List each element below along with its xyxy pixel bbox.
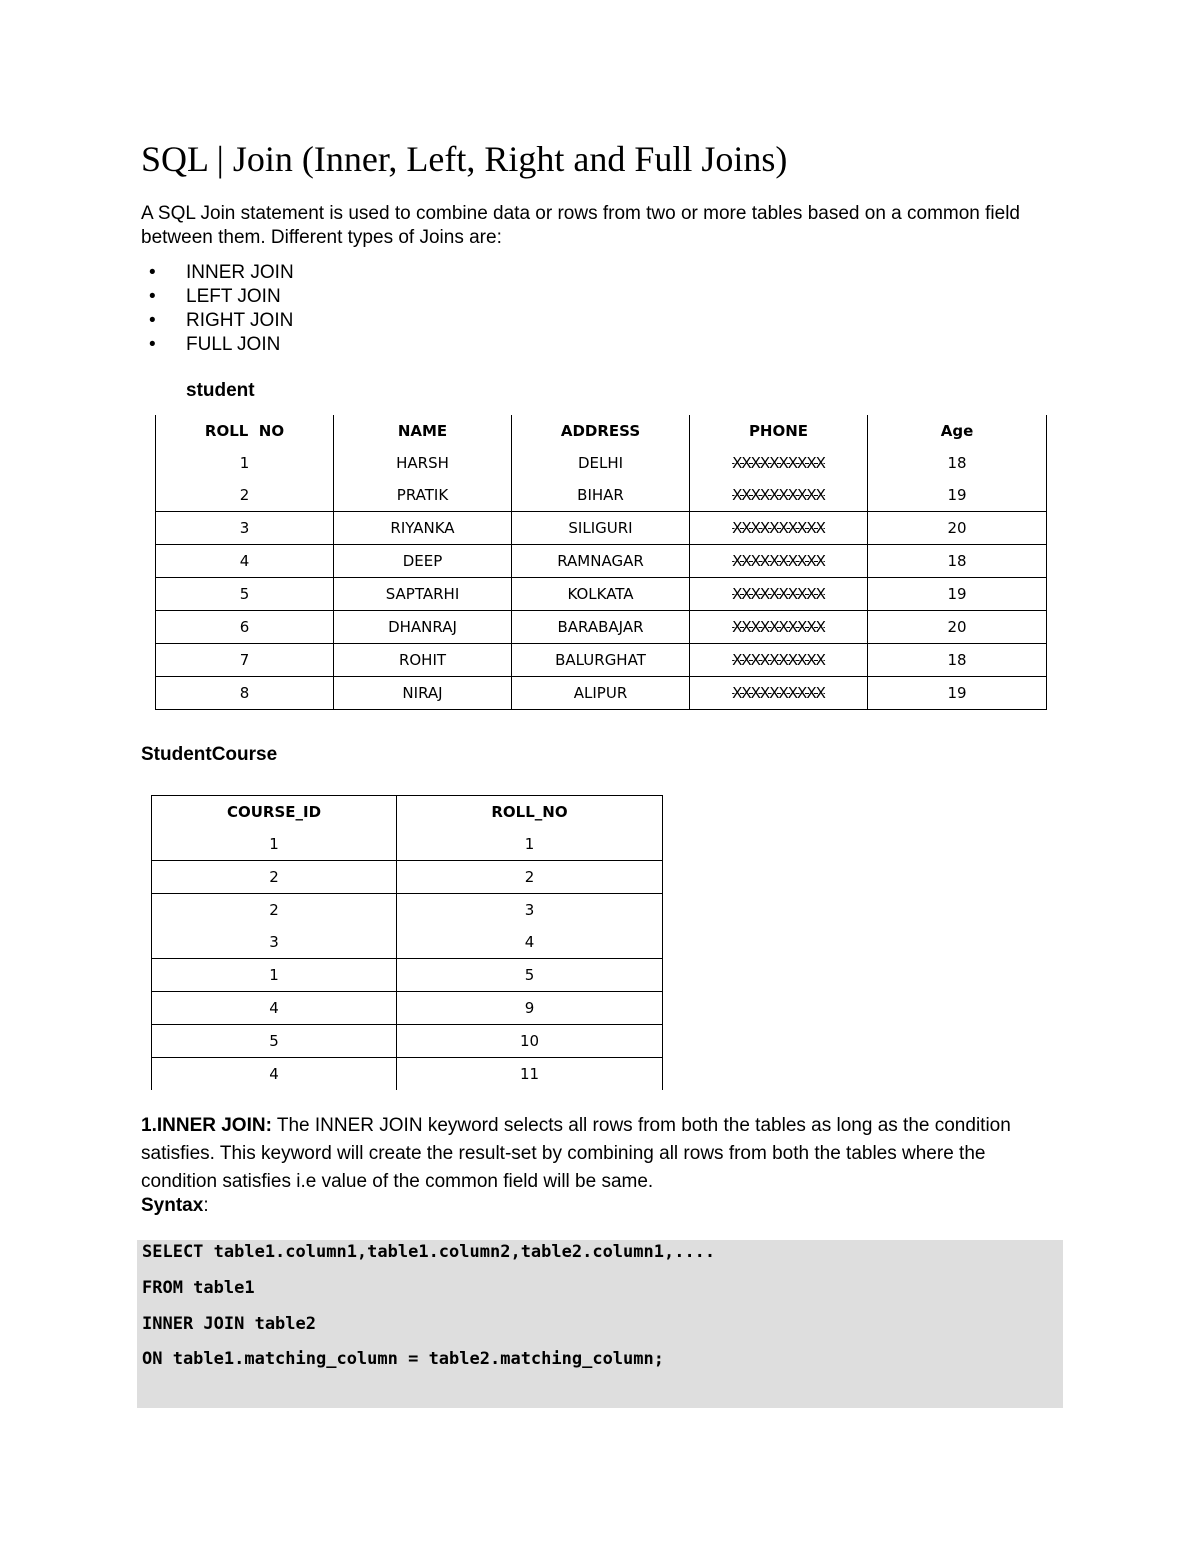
table-cell: 5 — [152, 1025, 397, 1058]
table-cell: 18 — [868, 644, 1047, 677]
table-cell: DEEP — [334, 545, 512, 578]
table-row — [152, 926, 663, 959]
student-table — [155, 415, 1047, 710]
table-row — [156, 479, 1047, 512]
inner-join-heading: 1.INNER JOIN: — [141, 1115, 272, 1136]
join-type-label: RIGHT JOIN — [186, 310, 294, 331]
table-cell: ROHIT — [334, 644, 512, 677]
table-cell: 10 — [397, 1025, 663, 1058]
table-cell: 2 — [397, 861, 663, 894]
table-cell: 2 — [152, 861, 397, 894]
table-cell: 4 — [152, 992, 397, 1025]
column-header: ROLL NO — [156, 415, 334, 447]
table-cell: DELHI — [512, 447, 690, 479]
table-cell: 2 — [152, 894, 397, 927]
syntax-label-text: Syntax — [141, 1195, 204, 1216]
table-cell: 18 — [868, 447, 1047, 479]
table-cell: 1 — [156, 447, 334, 479]
table-cell: 6 — [156, 611, 334, 644]
intro-paragraph: A SQL Join statement is used to combine data or rows from two or more tables based on a common field between them. Different types of Joins are: — [141, 203, 1021, 248]
join-type-label: LEFT JOIN — [186, 286, 281, 307]
table-row — [156, 545, 1047, 578]
table-cell: XXXXXXXXXX — [690, 644, 868, 677]
table-cell: 5 — [397, 959, 663, 992]
table-cell: SAPTARHI — [334, 578, 512, 611]
table-row — [152, 992, 663, 1025]
table-cell: 4 — [397, 926, 663, 959]
table-cell: 1 — [152, 959, 397, 992]
table-cell: 3 — [156, 512, 334, 545]
table-cell: 2 — [156, 479, 334, 512]
column-header: COURSE_ID — [152, 796, 397, 829]
table-cell: HARSH — [334, 447, 512, 479]
table-cell: 3 — [397, 894, 663, 927]
table-cell: 18 — [868, 545, 1047, 578]
table-cell: XXXXXXXXXX — [690, 512, 868, 545]
table-cell: 4 — [152, 1058, 397, 1091]
table-row — [152, 861, 663, 894]
table-cell: KOLKATA — [512, 578, 690, 611]
table-cell: XXXXXXXXXX — [690, 447, 868, 479]
bullet-icon: • — [149, 286, 156, 307]
table-cell: 20 — [868, 512, 1047, 545]
inner-join-paragraph — [141, 1112, 1066, 1196]
table-cell: DHANRAJ — [334, 611, 512, 644]
table-cell: XXXXXXXXXX — [690, 677, 868, 710]
table-cell: ALIPUR — [512, 677, 690, 710]
studentcourse-table-caption: StudentCourse — [141, 744, 278, 765]
table-cell: PRATIK — [334, 479, 512, 512]
list-item — [141, 285, 294, 309]
list-item — [141, 309, 294, 333]
page-title: SQL | Join (Inner, Left, Right and Full Joins) — [141, 139, 788, 179]
studentcourse-table — [151, 795, 663, 1090]
table-cell: XXXXXXXXXX — [690, 578, 868, 611]
join-type-label: INNER JOIN — [186, 262, 294, 283]
column-header: ROLL_NO — [397, 796, 663, 829]
table-cell: 1 — [397, 828, 663, 861]
table-cell: BARABAJAR — [512, 611, 690, 644]
bullet-icon: • — [149, 262, 156, 283]
table-cell: RAMNAGAR — [512, 545, 690, 578]
bullet-icon: • — [149, 310, 156, 331]
code-line: FROM table1 — [142, 1278, 255, 1298]
column-header: PHONE — [690, 415, 868, 447]
code-line: INNER JOIN table2 — [142, 1314, 316, 1334]
table-row — [156, 447, 1047, 479]
table-row — [152, 828, 663, 861]
table-cell: 8 — [156, 677, 334, 710]
list-item — [141, 333, 294, 357]
table-cell: 7 — [156, 644, 334, 677]
table-row — [152, 959, 663, 992]
table-cell: BALURGHAT — [512, 644, 690, 677]
table-cell: 9 — [397, 992, 663, 1025]
code-block — [137, 1240, 1063, 1408]
table-cell: XXXXXXXXXX — [690, 545, 868, 578]
column-header: NAME — [334, 415, 512, 447]
table-row — [152, 1025, 663, 1058]
student-table-caption: student — [186, 380, 255, 401]
code-line: ON table1.matching_column = table2.matching_column; — [142, 1349, 664, 1369]
bullet-icon: • — [149, 334, 156, 355]
table-row — [156, 611, 1047, 644]
table-cell: 4 — [156, 545, 334, 578]
table-header-row — [152, 796, 663, 829]
table-cell: 11 — [397, 1058, 663, 1091]
table-cell: 20 — [868, 611, 1047, 644]
table-row — [156, 644, 1047, 677]
column-header: Age — [868, 415, 1047, 447]
inner-join-description: The INNER JOIN keyword selects all rows from both the tables as long as the condition satisfies. This keyword will create the result-set by combining all rows from both the tables where the condition satisfies i.e value of the common field will be same. — [141, 1115, 1011, 1192]
table-cell: SILIGURI — [512, 512, 690, 545]
column-header: ADDRESS — [512, 415, 690, 447]
table-cell: 19 — [868, 479, 1047, 512]
table-cell: XXXXXXXXXX — [690, 611, 868, 644]
table-row — [156, 578, 1047, 611]
table-cell: 19 — [868, 677, 1047, 710]
table-cell: NIRAJ — [334, 677, 512, 710]
join-types-list — [141, 261, 294, 357]
table-cell: 5 — [156, 578, 334, 611]
syntax-label-colon: : — [203, 1195, 209, 1216]
table-cell: XXXXXXXXXX — [690, 479, 868, 512]
table-cell: 19 — [868, 578, 1047, 611]
table-row — [156, 677, 1047, 710]
table-row — [152, 894, 663, 927]
list-item — [141, 261, 294, 285]
table-row — [152, 1058, 663, 1091]
code-line: SELECT table1.column1,table1.column2,table2.column1,.... — [142, 1242, 716, 1262]
table-header-row — [156, 415, 1047, 447]
table-cell: 1 — [152, 828, 397, 861]
table-cell: BIHAR — [512, 479, 690, 512]
table-row — [156, 512, 1047, 545]
syntax-label — [141, 1195, 209, 1217]
table-cell: RIYANKA — [334, 512, 512, 545]
join-type-label: FULL JOIN — [186, 334, 281, 355]
table-cell: 3 — [152, 926, 397, 959]
